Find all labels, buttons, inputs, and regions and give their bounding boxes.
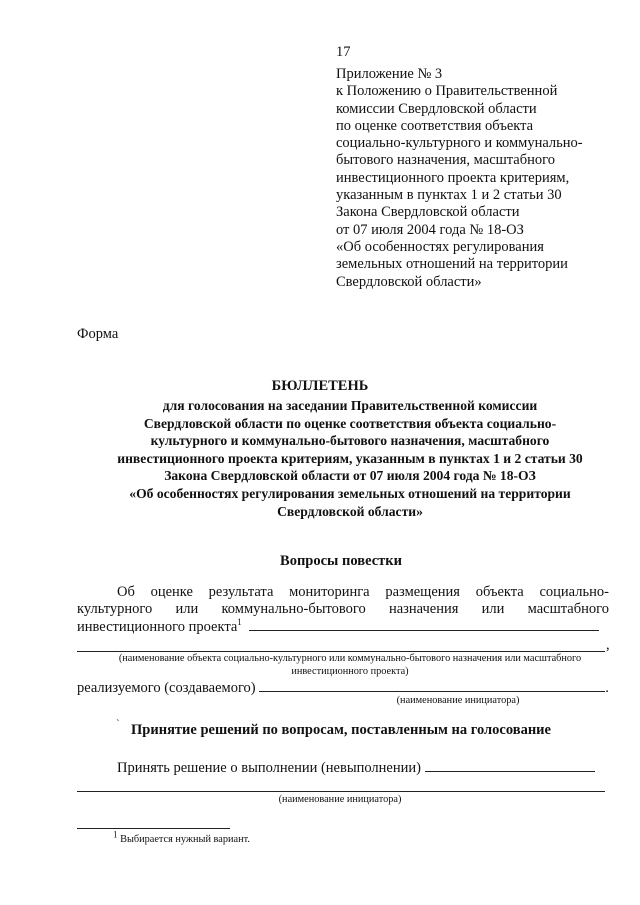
agenda-line-2-word: или — [175, 601, 199, 617]
project-name-caption — [80, 653, 620, 678]
decision-fill-line[interactable] — [425, 759, 595, 772]
appendix-line-13: Свердловской области» — [336, 273, 482, 290]
footnote-text: Выбирается нужный вариант. — [120, 834, 250, 845]
appendix-line-9: Закона Свердловской области — [336, 204, 520, 221]
ballot-subtitle-line-6: «Об особенностях регулирования земельных отношений на территории — [129, 485, 571, 501]
project-name-fill-line[interactable] — [249, 618, 599, 631]
ballot-subtitle-line-5: Закона Свердловской области от 07 июля 2004 года № 18-ОЗ — [164, 468, 536, 484]
initiator-fill-line[interactable] — [259, 679, 605, 692]
agenda-line-2-word: коммунально-бытового — [221, 601, 366, 617]
appendix-line-10: от 07 июля 2004 года № 18-ОЗ — [336, 221, 524, 238]
project-name-caption-line-2: инвестиционного проекта) — [291, 665, 409, 677]
ballot-subtitle-line-7: Свердловской области» — [277, 503, 423, 519]
agenda-line-2-word: назначения — [388, 601, 459, 617]
decisions-heading: Принятие решений по вопросам, поставленным на голосование — [131, 722, 551, 738]
agenda-paragraph-line-2 — [77, 601, 609, 618]
agenda-line-1-word: размещения — [385, 584, 460, 600]
project-name-comma: , — [606, 637, 610, 653]
implemented-label: реализуемого (создаваемого) — [77, 680, 256, 696]
ballot-subtitle — [60, 397, 640, 520]
form-label: Форма — [77, 326, 119, 342]
decision-label: Принять решение о выполнении (невыполнении) — [117, 760, 421, 776]
stray-mark: ` — [116, 718, 120, 730]
agenda-heading: Вопросы повестки — [280, 553, 402, 569]
ballot-title: БЮЛЛЕТЕНЬ — [271, 378, 369, 394]
decision-initiator-fill-line[interactable] — [77, 791, 605, 792]
agenda-line-1-word: объекта — [475, 584, 524, 600]
appendix-line-3: комиссии Свердловской области — [336, 100, 537, 117]
initiator-caption: (наименование инициатора) — [396, 695, 520, 706]
project-name-fill-line-2[interactable] — [77, 651, 605, 652]
ballot-subtitle-line-4: инвестиционного проекта критериям, указанным в пунктах 1 и 2 статьи 30 — [117, 450, 583, 466]
footnote-separator — [77, 828, 230, 829]
appendix-line-5: социально-культурного и коммунально- — [336, 135, 583, 152]
agenda-line-2-word: или — [481, 601, 505, 617]
appendix-line-4: по оценке соответствия объекта — [336, 117, 534, 134]
ballot-subtitle-line-2: Свердловской области по оценке соответствия объекта социально- — [143, 415, 557, 431]
agenda-line-1-word: социально- — [539, 584, 609, 600]
agenda-line-1-word: результата — [208, 584, 274, 600]
appendix-line-11: «Об особенностях регулирования — [336, 238, 544, 255]
investment-project-label: инвестиционного проекта — [77, 619, 238, 635]
footnote-reference: 1 — [237, 617, 242, 628]
project-name-caption-line-1: (наименование объекта социально-культурного или коммунально-бытового назначения или масштабного — [118, 653, 582, 664]
appendix-line-2: к Положению о Правительственной — [336, 83, 558, 100]
decision-initiator-caption: (наименование инициатора) — [278, 794, 402, 805]
ballot-subtitle-line-3: культурного и коммунально-бытового назначения, масштабного — [150, 433, 550, 449]
decision-line — [117, 759, 617, 777]
agenda-paragraph-line-1 — [117, 584, 609, 601]
agenda-line-2-word: масштабного — [527, 601, 609, 617]
agenda-line-1-word: мониторинга — [289, 584, 370, 600]
appendix-line-8: указанным в пунктах 1 и 2 статьи 30 — [336, 187, 562, 204]
agenda-line-2-word: культурного — [77, 601, 153, 617]
appendix-header — [336, 66, 626, 291]
appendix-line-12: земельных отношений на территории — [336, 256, 568, 273]
appendix-line-1: Приложение № 3 — [336, 66, 443, 82]
ballot-subtitle-line-1: для голосования на заседании Правительственной комиссии — [162, 398, 538, 413]
agenda-line-1-word: Об — [117, 584, 135, 600]
page-number: 17 — [336, 44, 351, 60]
agenda-paragraph-line-3 — [77, 618, 609, 636]
appendix-line-7: инвестиционного проекта критериям, — [336, 169, 570, 186]
appendix-line-6: бытового назначения, масштабного — [336, 152, 555, 169]
implemented-period: . — [605, 680, 609, 696]
footnote — [113, 829, 250, 845]
agenda-line-1-word: оценке — [150, 584, 193, 600]
footnote-marker: 1 — [113, 829, 118, 840]
